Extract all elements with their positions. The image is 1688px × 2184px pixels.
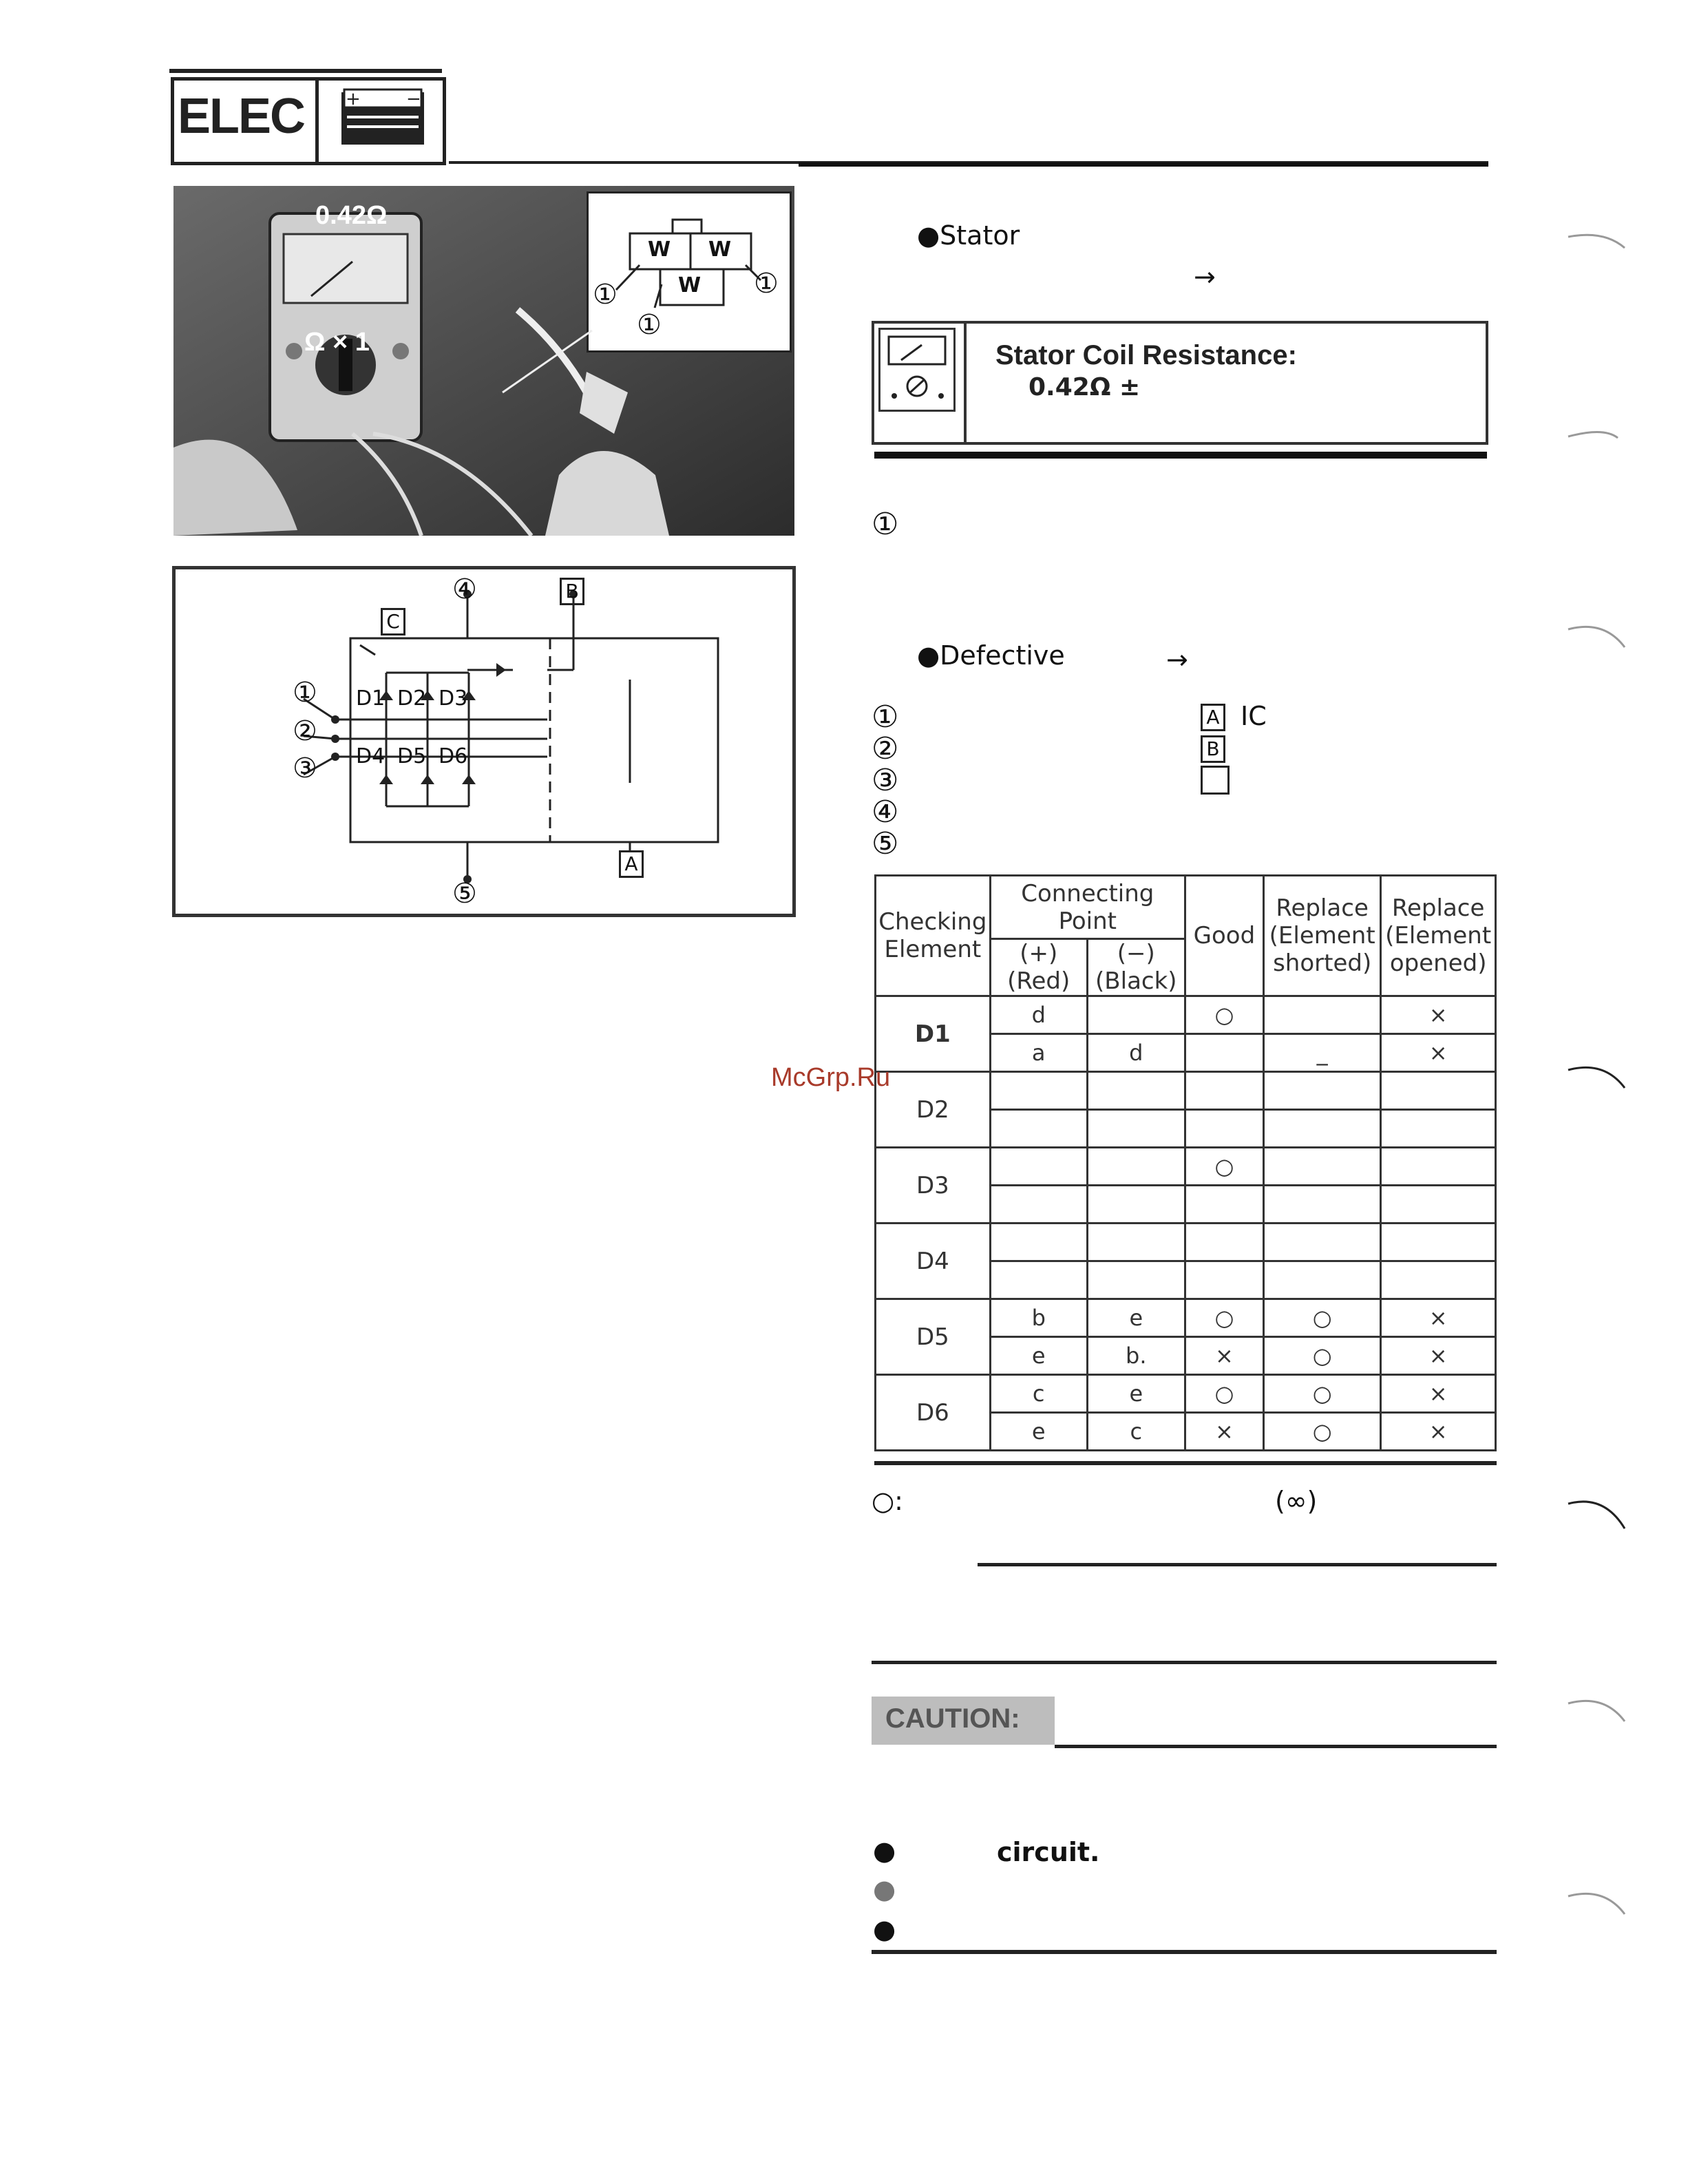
table-cell — [1185, 1072, 1263, 1110]
legend-num-5: ⑤ — [872, 826, 899, 861]
table-cell: c — [990, 1375, 1087, 1413]
legend-num-1: ① — [872, 700, 899, 735]
table-cell: × — [1381, 1034, 1496, 1072]
table-cell — [1087, 1110, 1185, 1148]
margin-marks — [1563, 227, 1638, 1949]
meter-reading-label: 0.42Ω — [315, 201, 388, 230]
spec-title: Stator Coil Resistance: — [995, 340, 1297, 370]
note-top-rule — [978, 1563, 1497, 1566]
connector-num-right: ① — [754, 268, 779, 300]
legend-box-empty — [1201, 766, 1230, 795]
table-cell: × — [1381, 996, 1496, 1034]
table-cell: ○ — [1263, 1413, 1380, 1451]
element-cell: D6 — [876, 1375, 991, 1451]
legend-num-2: ② — [872, 731, 899, 766]
header-minus-black: (−) (Black) — [1087, 939, 1185, 996]
footnote-infinity: (∞) — [1275, 1486, 1318, 1516]
legend-num-4: ④ — [872, 795, 899, 830]
table-cell: ○ — [1185, 1375, 1263, 1413]
ohmmeter-icon — [878, 328, 956, 412]
legend-box-a: A — [1201, 704, 1225, 731]
table-cell — [1185, 1261, 1263, 1299]
connector-w-1: W — [648, 238, 671, 262]
table-cell — [1381, 1148, 1496, 1186]
box-label-a: A — [619, 850, 644, 878]
table-cell — [1087, 1224, 1185, 1261]
table-cell — [1381, 1186, 1496, 1224]
table-cell: a — [990, 1034, 1087, 1072]
header-replace-opened: Replace (Element opened) — [1381, 876, 1496, 996]
diode-label-d1: D1 — [356, 686, 386, 711]
watermark: McGrp.Ru — [771, 1063, 891, 1092]
diode-label-d4: D4 — [356, 744, 386, 768]
table-cell: c — [1087, 1413, 1185, 1451]
box-label-b: B — [560, 578, 584, 605]
circuit-num-3: ③ — [293, 753, 317, 784]
table-cell — [1381, 1072, 1496, 1110]
table-cell: ○ — [1263, 1375, 1380, 1413]
diode-label-d3: D3 — [439, 686, 468, 711]
circuit-num-1: ① — [293, 677, 317, 708]
table-cell: b. — [1087, 1337, 1185, 1375]
note-bottom-rule — [872, 1661, 1497, 1664]
caution-rule — [1055, 1745, 1497, 1748]
spec-divider — [964, 324, 967, 442]
table-cell: × — [1381, 1413, 1496, 1451]
table-cell: × — [1185, 1413, 1263, 1451]
meter-range-label: Ω × 1 — [304, 328, 370, 357]
header-replace-shorted: Replace (Element shorted) — [1263, 876, 1380, 996]
section-title: ELEC — [178, 89, 305, 144]
table-cell: × — [1381, 1299, 1496, 1337]
caution-bottom-rule — [872, 1950, 1497, 1954]
circuit-num-5: ⑤ — [452, 878, 477, 910]
element-cell: D3 — [876, 1148, 991, 1224]
circuit-num-2: ② — [293, 715, 317, 747]
table-cell — [1087, 1072, 1185, 1110]
table-cell — [1381, 1110, 1496, 1148]
element-cell: D4 — [876, 1224, 991, 1299]
spec-value: 0.42Ω ± — [1028, 373, 1141, 401]
table-cell: × — [1381, 1375, 1496, 1413]
table-cell — [1263, 1186, 1380, 1224]
table-cell: _ — [1263, 1034, 1380, 1072]
box-label-c: C — [381, 608, 405, 636]
spec-bottom-rule — [874, 452, 1487, 459]
table-cell — [1087, 996, 1185, 1034]
header-checking-element: Checking Element — [876, 876, 991, 996]
stator-arrow: → — [1194, 262, 1216, 292]
table-cell — [990, 1148, 1087, 1186]
header-plus-red: (+) (Red) — [990, 939, 1087, 996]
table-cell: ○ — [1185, 1148, 1263, 1186]
table-row — [876, 1299, 1496, 1337]
table-cell — [1263, 1224, 1380, 1261]
table-cell — [1381, 1261, 1496, 1299]
rectifier-circuit-diagram — [172, 566, 796, 917]
rectifier-schematic — [176, 569, 792, 914]
table-cell — [1087, 1148, 1185, 1186]
table-cell — [1087, 1186, 1185, 1224]
table-cell: e — [1087, 1375, 1185, 1413]
table-cell — [990, 1072, 1087, 1110]
diode-label-d5: D5 — [397, 744, 427, 768]
table-cell — [1087, 1261, 1185, 1299]
header-divider — [315, 77, 319, 165]
table-cell — [1263, 1072, 1380, 1110]
bullet-2: ● — [873, 1874, 896, 1904]
table-cell — [990, 1110, 1087, 1148]
element-cell: D2 — [876, 1072, 991, 1148]
table-cell: e — [990, 1337, 1087, 1375]
table-row — [876, 1072, 1496, 1110]
header-top-line — [169, 69, 442, 73]
connector-inset — [587, 191, 792, 353]
header-connecting-point: Connecting Point — [990, 876, 1185, 939]
connector-num-left: ① — [593, 279, 618, 311]
table-bottom-rule — [874, 1461, 1497, 1465]
table-row — [876, 996, 1496, 1034]
table-cell — [990, 1186, 1087, 1224]
connector-num-bottom: ① — [637, 309, 662, 341]
table-cell — [1263, 1148, 1380, 1186]
table-cell: × — [1381, 1337, 1496, 1375]
legend-num-3: ③ — [872, 763, 899, 798]
header-good: Good — [1185, 876, 1263, 996]
footnote-circle: ○: — [872, 1486, 903, 1516]
table-cell — [1185, 1224, 1263, 1261]
note-num-1: ① — [872, 507, 899, 542]
table-cell: d — [1087, 1034, 1185, 1072]
connector-w-2: W — [708, 238, 732, 262]
defective-arrow: → — [1166, 644, 1188, 675]
table-cell: × — [1185, 1337, 1263, 1375]
diode-check-table — [874, 874, 1497, 1451]
battery-icon — [337, 85, 434, 149]
table-cell — [1381, 1224, 1496, 1261]
legend-box-b: B — [1201, 735, 1225, 763]
bullet-1-text: circuit. — [997, 1837, 1100, 1867]
table-cell — [1185, 1034, 1263, 1072]
caution-label: CAUTION: — [885, 1703, 1020, 1734]
table-cell: e — [1087, 1299, 1185, 1337]
table-cell: e — [990, 1413, 1087, 1451]
element-cell: D1 — [876, 996, 991, 1072]
header-rule-thick — [799, 162, 1488, 167]
table-cell — [1263, 1110, 1380, 1148]
table-cell: ○ — [1185, 1299, 1263, 1337]
diode-label-d6: D6 — [439, 744, 468, 768]
table-cell: ○ — [1185, 996, 1263, 1034]
bullet-3: ● — [873, 1914, 896, 1944]
table-cell — [1185, 1186, 1263, 1224]
table-cell — [1263, 996, 1380, 1034]
table-cell: ○ — [1263, 1299, 1380, 1337]
svg-text:+: + — [346, 89, 361, 109]
circuit-num-4: ④ — [452, 574, 477, 605]
table-cell — [1263, 1261, 1380, 1299]
table-row — [876, 1148, 1496, 1186]
legend-a-text: IC — [1241, 701, 1267, 731]
bullet-1: ● — [873, 1836, 896, 1866]
table-cell: b — [990, 1299, 1087, 1337]
table-cell — [990, 1224, 1087, 1261]
table-cell — [1185, 1110, 1263, 1148]
diode-label-d2: D2 — [397, 686, 427, 711]
table-row — [876, 1375, 1496, 1413]
defective-bullet: ●Defective — [917, 640, 1065, 671]
table-cell: d — [990, 996, 1087, 1034]
element-cell: D5 — [876, 1299, 991, 1375]
stator-bullet: ●Stator — [917, 220, 1020, 251]
connector-w-3: W — [678, 273, 701, 297]
inset-pointer — [496, 324, 606, 399]
svg-text:−: − — [406, 89, 421, 109]
table-row — [876, 1224, 1496, 1261]
table-cell: ○ — [1263, 1337, 1380, 1375]
table-cell — [990, 1261, 1087, 1299]
